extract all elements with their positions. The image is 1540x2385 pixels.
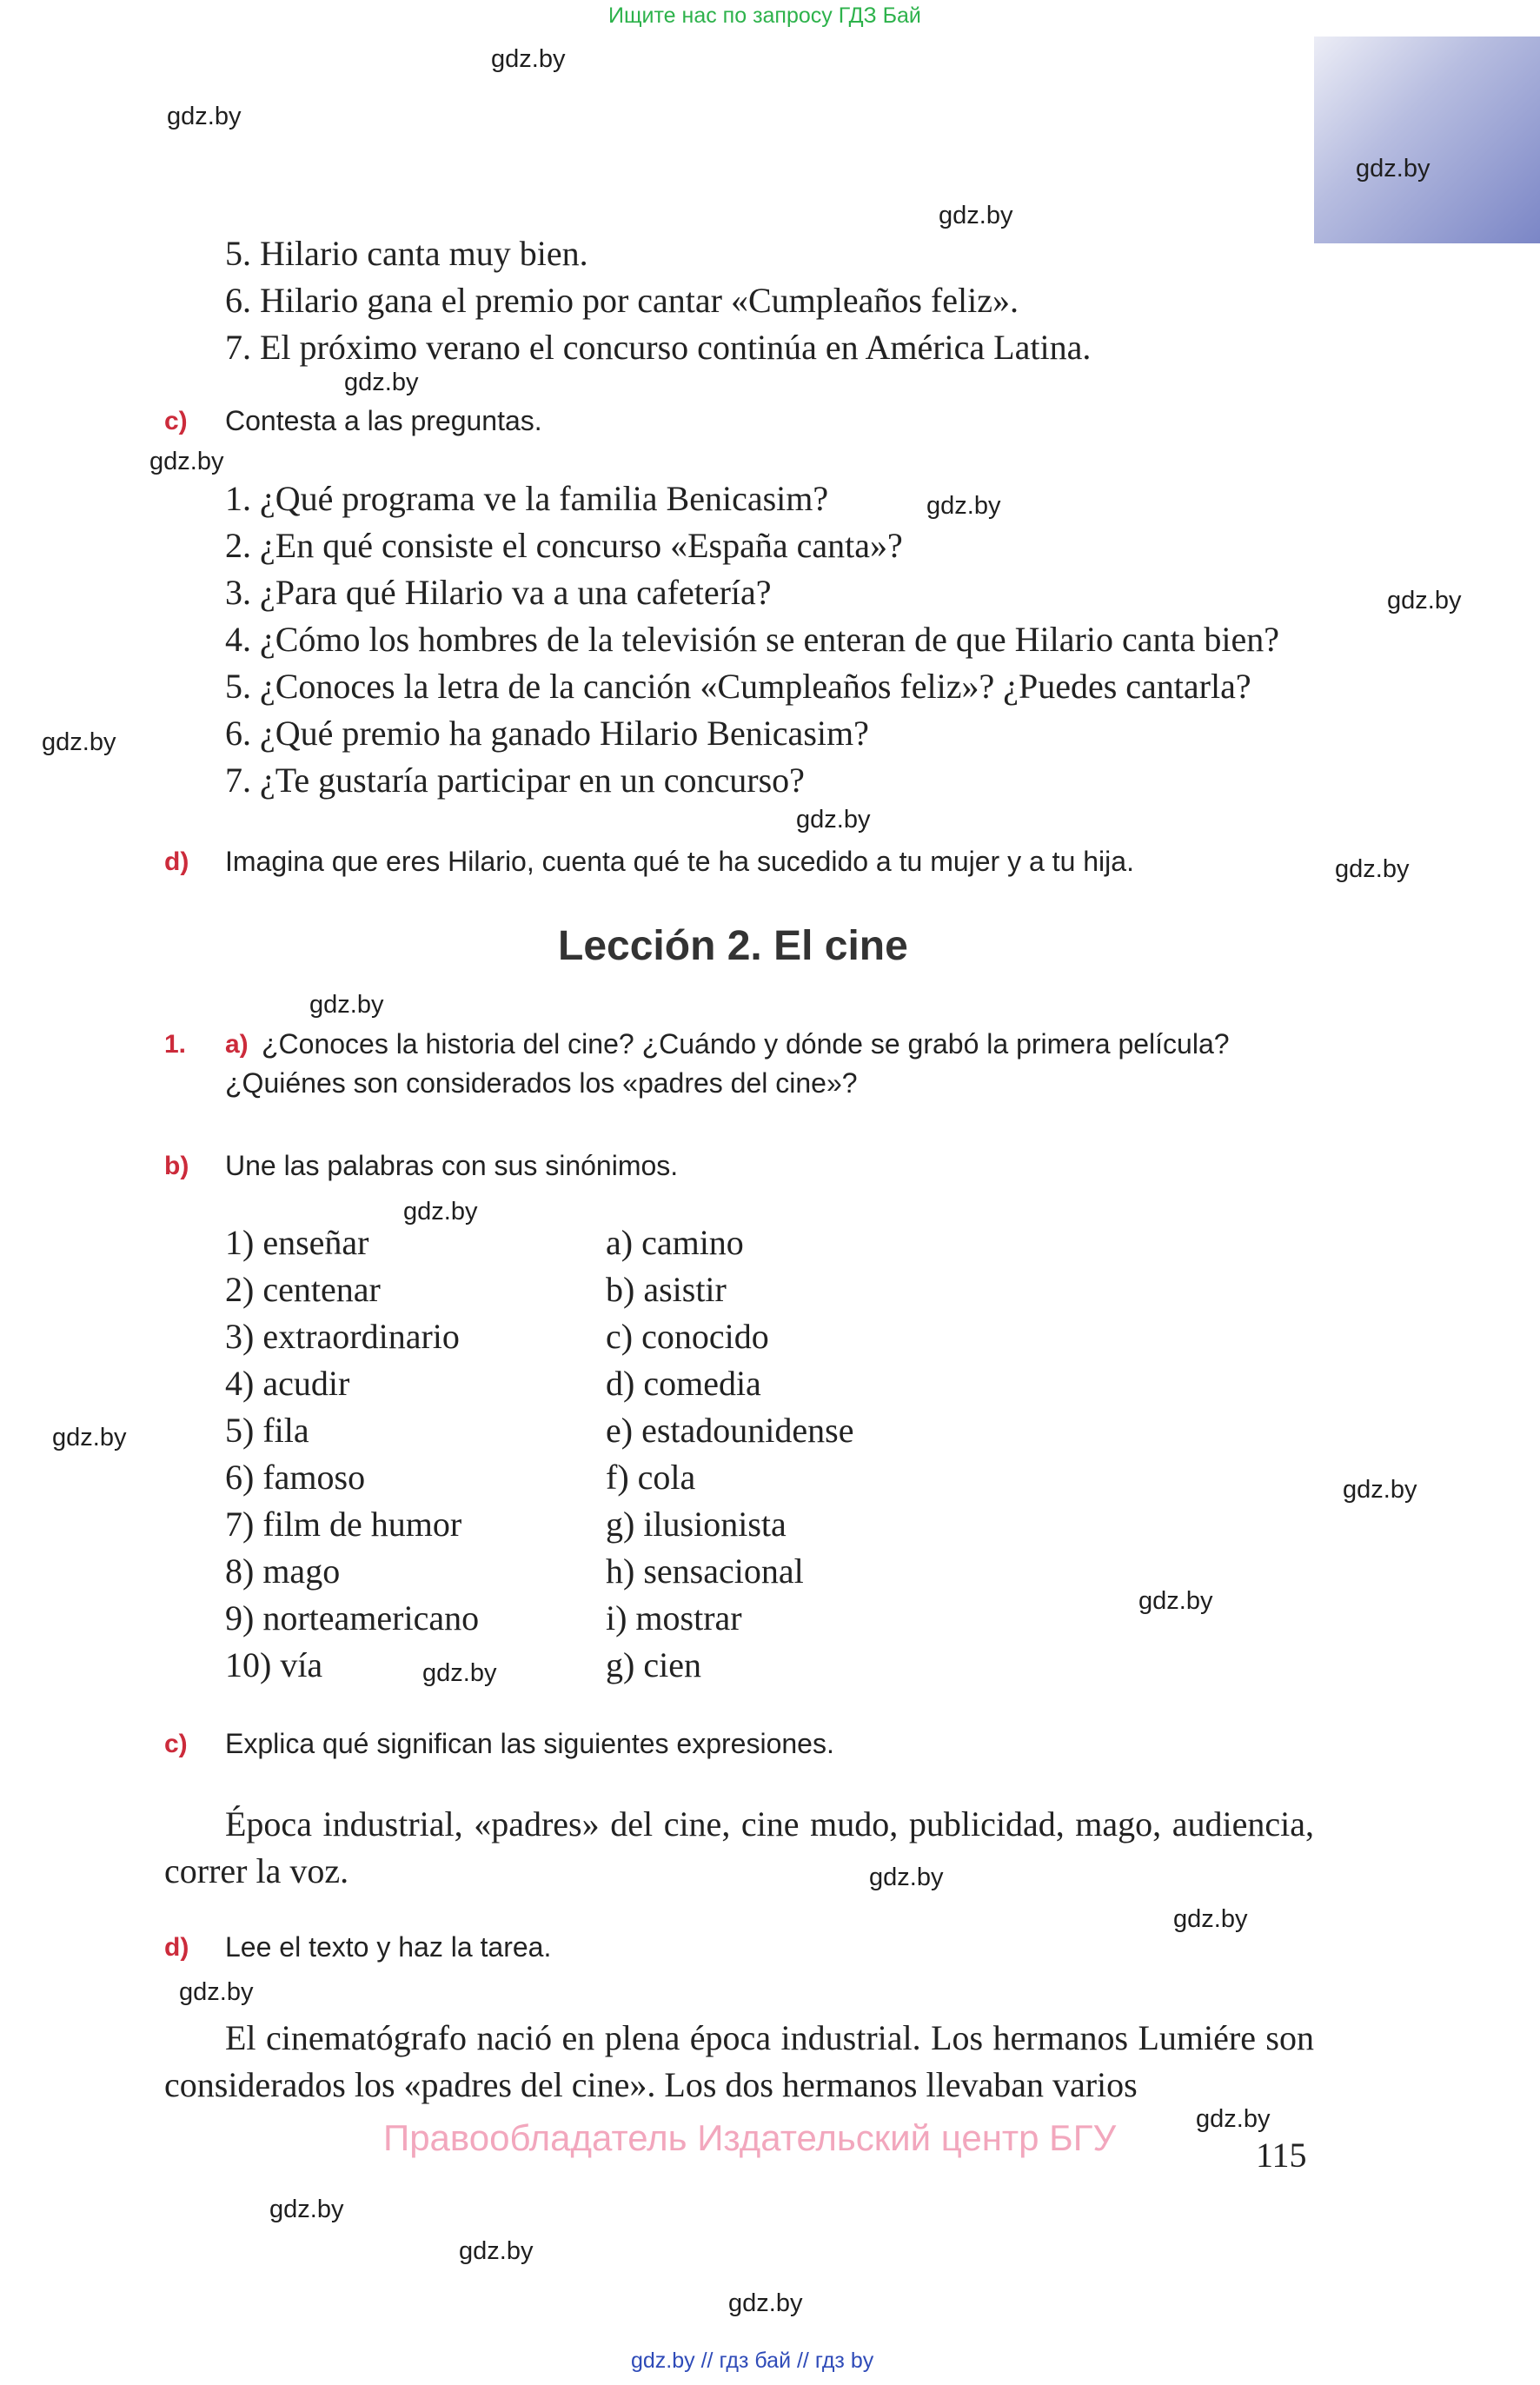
right-word: d) comedia	[606, 1364, 761, 1403]
task-letter-a: a)	[225, 1030, 249, 1059]
task-instruction-c: Explica qué significan las siguientes expresiones.	[225, 1728, 834, 1759]
task-letter-b: b)	[164, 1152, 189, 1180]
task-instruction-a-line1: ¿Conoces la historia del cine? ¿Cuándo y dónde se grabó la primera película?	[262, 1028, 1230, 1060]
left-word: 2) centenar	[225, 1270, 381, 1309]
watermark: gdz.by	[459, 2237, 534, 2265]
question-item: 4. ¿Cómo los hombres de la televisión se enteran de que Hilario canta bien?	[225, 620, 1279, 659]
left-word: 10) vía	[225, 1645, 323, 1684]
right-word: b) asistir	[606, 1270, 727, 1309]
watermark: gdz.by	[42, 728, 116, 756]
task-letter-c: c)	[164, 407, 188, 435]
watermark: gdz.by	[1138, 1587, 1213, 1615]
question-item: 2. ¿En qué consiste el concurso «España canta»?	[225, 526, 903, 565]
statement-item: 5. Hilario canta muy bien.	[225, 234, 588, 273]
watermark: gdz.by	[167, 103, 242, 130]
watermark: gdz.by	[926, 492, 1001, 520]
watermark: gdz.by	[52, 1424, 127, 1452]
right-word: g) cien	[606, 1645, 701, 1684]
question-item: 6. ¿Qué premio ha ganado Hilario Benicasim?	[225, 714, 869, 753]
task-instruction-d: Lee el texto y haz la tarea.	[225, 1931, 552, 1963]
bottom-links[interactable]: gdz.by // гдз бай // гдз by	[631, 2348, 874, 2373]
task-instruction-a-line2: ¿Quiénes son considerados los «padres del cine»?	[225, 1067, 858, 1099]
watermark: gdz.by	[491, 45, 566, 73]
watermark: gdz.by	[796, 806, 871, 834]
watermark: gdz.by	[1173, 1905, 1248, 1933]
watermark: gdz.by	[869, 1863, 944, 1891]
watermark: gdz.by	[1356, 155, 1430, 183]
right-word: e) estadounidense	[606, 1411, 854, 1450]
copyright-owner: Правообладатель Издательский центр БГУ	[383, 2117, 1117, 2158]
expressions-paragraph: Época industrial, «padres» del cine, cine mudo, publicidad, mago, audiencia, correr la voz.	[164, 1804, 1314, 1890]
left-word: 6) famoso	[225, 1458, 366, 1497]
right-word: c) conocido	[606, 1317, 769, 1356]
right-word: h) sensacional	[606, 1551, 804, 1591]
left-word: 4) acudir	[225, 1364, 350, 1403]
task-instruction-d: Imagina que eres Hilario, cuenta qué te ha sucedido a tu mujer y a tu hija.	[225, 846, 1134, 877]
left-word: 8) mago	[225, 1551, 341, 1591]
left-word: 1) enseñar	[225, 1223, 369, 1262]
watermark: gdz.by	[422, 1659, 497, 1687]
question-item: 7. ¿Te gustaría participar en un concurso?	[225, 761, 805, 800]
lesson-title: Lección 2. El cine	[558, 923, 908, 969]
right-word: i) mostrar	[606, 1598, 742, 1638]
left-word: 7) film de humor	[225, 1505, 462, 1544]
watermark: gdz.by	[1196, 2105, 1271, 2133]
task-instruction-c: Contesta a las preguntas.	[225, 405, 542, 436]
left-word: 9) norteamericano	[225, 1598, 480, 1638]
task-letter-d: d)	[164, 1933, 189, 1962]
watermark: gdz.by	[403, 1198, 478, 1226]
left-word: 3) extraordinario	[225, 1317, 460, 1356]
watermark: gdz.by	[728, 2289, 803, 2317]
reading-paragraph: El cinematógrafo nació en plena época industrial. Los hermanos Lumiére son considerados los «padres del cine». Los dos hermanos llevaban varios	[164, 2018, 1314, 2104]
task-letter-c: c)	[164, 1730, 188, 1758]
watermark: gdz.by	[1335, 855, 1410, 883]
question-item: 5. ¿Conoces la letra de la canción «Cumpleaños feliz»? ¿Puedes cantarla?	[225, 667, 1251, 706]
exercise-number: 1.	[164, 1030, 187, 1059]
task-instruction-b: Une las palabras con sus sinónimos.	[225, 1150, 679, 1181]
right-word: g) ilusionista	[606, 1505, 787, 1544]
question-item: 1. ¿Qué programa ve la familia Benicasim?	[225, 479, 829, 518]
watermark: gdz.by	[1387, 587, 1462, 615]
watermark: gdz.by	[309, 991, 384, 1019]
statement-item: 6. Hilario gana el premio por cantar «Cumpleaños feliz».	[225, 281, 1019, 320]
task-letter-d: d)	[164, 847, 189, 876]
watermark: gdz.by	[1343, 1476, 1417, 1504]
watermark: gdz.by	[179, 1978, 254, 2006]
top-banner: Ищите нас по запросу ГДЗ Бай	[608, 3, 921, 28]
page-number: 115	[1256, 2136, 1307, 2175]
watermark: gdz.by	[149, 448, 224, 475]
watermark: gdz.by	[939, 202, 1013, 229]
question-item: 3. ¿Para qué Hilario va a una cafetería?	[225, 573, 772, 612]
left-word: 5) fila	[225, 1411, 309, 1450]
right-word: f) cola	[606, 1458, 696, 1497]
watermark: gdz.by	[269, 2196, 344, 2223]
corner-decoration	[1314, 37, 1540, 243]
right-word: a) camino	[606, 1223, 744, 1262]
watermark: gdz.by	[344, 369, 419, 396]
statement-item: 7. El próximo verano el concurso continúa en América Latina.	[225, 328, 1092, 367]
